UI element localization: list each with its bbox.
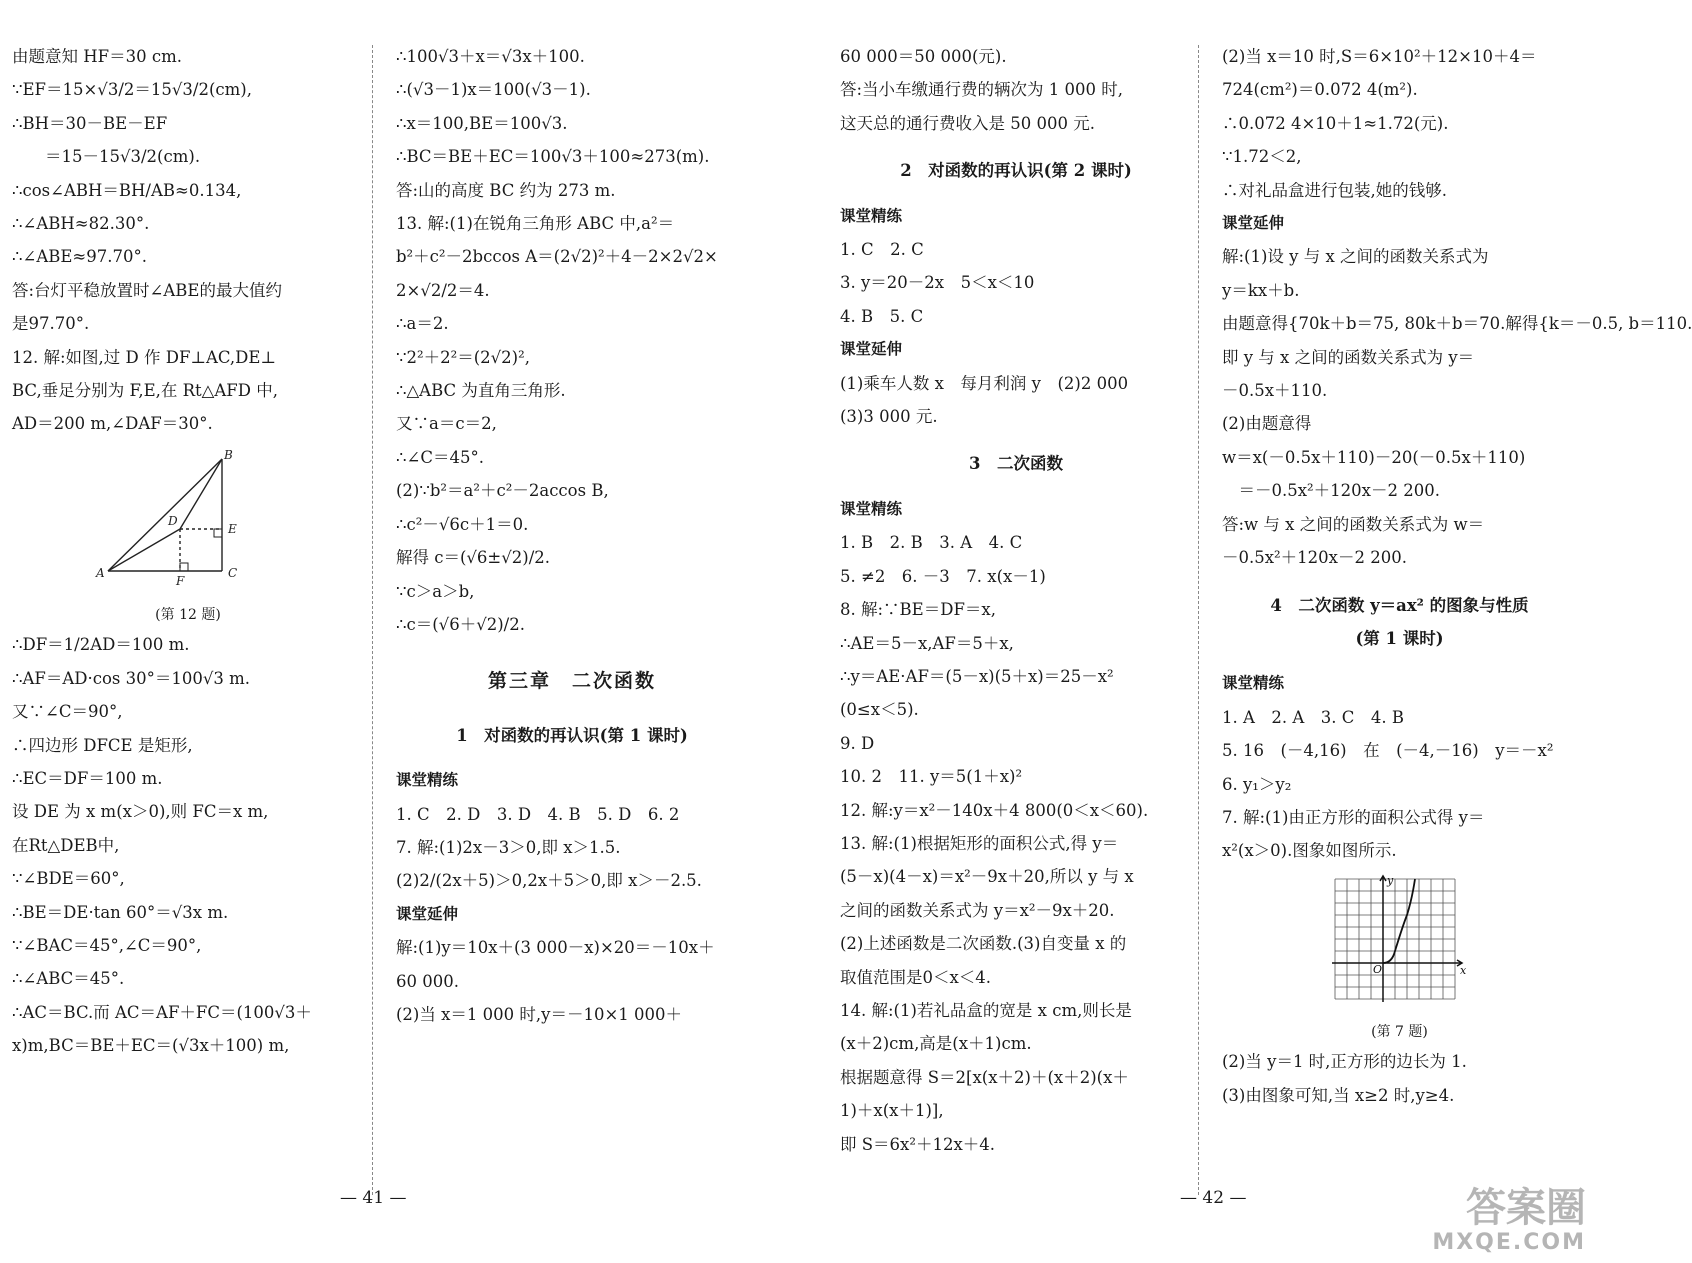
text-line: 7. 解:(1)2x－3＞0,即 x＞1.5. — [396, 837, 621, 857]
subsection-title: 课堂延伸 — [840, 340, 903, 359]
text-line: －0.5x＋110. — [1222, 381, 1328, 401]
label-d: D — [168, 513, 178, 528]
text-line: 这天总的通行费收入是 50 000 元. — [840, 113, 1095, 133]
text-line: 取值范围是0＜x＜4. — [840, 967, 992, 987]
text-line: ∴BE＝DE·tan 60°＝√3x m. — [12, 902, 229, 922]
text-line: 12. 解:如图,过 D 作 DF⊥AC,DE⊥ — [12, 347, 276, 367]
text-line: ∴0.072 4×10＋1≈1.72(元). — [1222, 113, 1449, 133]
text-line: 1. C 2. C — [840, 240, 924, 260]
column-divider-right — [1198, 45, 1199, 1195]
label-c: C — [228, 565, 238, 580]
text-line: ∴c²－√6c＋1＝0. — [396, 514, 529, 534]
text-line: 即 S＝6x²＋12x＋4. — [840, 1134, 996, 1154]
text-line: AD＝200 m,∠DAF＝30°. — [12, 414, 213, 434]
section-title: 2 对函数的再认识(第 2 课时) — [900, 161, 1132, 181]
label-origin: O — [1372, 962, 1382, 976]
text-line: ∴EC＝DF＝100 m. — [12, 768, 163, 788]
text-line: 3. y＝20－2x 5＜x＜10 — [840, 273, 1035, 293]
text-line: ∴(√3－1)x＝100(√3－1). — [396, 80, 591, 100]
text-line: (2)当 x＝10 时,S＝6×10²＋12×10＋4＝ — [1222, 47, 1537, 66]
text-line: ∴∠ABC＝45°. — [12, 969, 125, 989]
section-title: 3 二次函数 — [969, 454, 1063, 474]
text-line: (3)3 000 元. — [840, 407, 938, 427]
section-subtitle: (第 1 课时) — [1355, 628, 1444, 648]
text-line: －0.5x²＋120x－2 200. — [1222, 548, 1407, 568]
text-line: 14. 解:(1)若礼品盒的宽是 x cm,则长是 — [840, 1000, 1132, 1020]
text-line: ∴BH＝30－BE－EF — [12, 113, 168, 133]
text-line: 由题意得{70k＋b＝75, 80k＋b＝70.解得{k＝－0.5, b＝110. — [1222, 314, 1692, 334]
text-line: x²(x＞0).图象如图所示. — [1222, 841, 1397, 861]
text-line: 13. 解:(1)根据矩形的面积公式,得 y＝ — [840, 833, 1119, 853]
text-line: ∵c＞a＞b, — [396, 581, 475, 601]
text-line: BC,垂足分别为 F,E,在 Rt△AFD 中, — [12, 381, 278, 401]
text-line: 60 000. — [396, 971, 459, 991]
watermark-text: 答案圈 — [1466, 1185, 1586, 1231]
text-line: (1)乘车人数 x 每月利润 y (2)2 000 — [840, 373, 1129, 393]
text-line: ∴a＝2. — [396, 314, 449, 334]
text-line: 根据题意得 S＝2[x(x＋2)＋(x＋2)(x＋ — [840, 1067, 1129, 1087]
chapter-title: 第三章 二次函数 — [487, 670, 656, 693]
text-line: 9. D — [840, 733, 875, 753]
text-line: 即 y 与 x 之间的函数关系式为 y＝ — [1222, 347, 1475, 367]
text-line: b²＋c²－2bccos A＝(2√2)²＋4－2×2√2× — [396, 247, 718, 267]
text-line: 7. 解:(1)由正方形的面积公式得 y＝ — [1222, 807, 1485, 827]
subsection-title: 课堂延伸 — [396, 904, 459, 923]
text-line: x)m,BC＝BE＋EC＝(√3x＋100) m, — [12, 1036, 290, 1056]
text-line: ∴∠ABE≈97.70°. — [12, 247, 147, 267]
text-line: 解得 c＝(√6±√2)/2. — [396, 548, 551, 568]
subsection-title: 课堂精练 — [840, 499, 903, 518]
figure-problem-7 — [1222, 874, 1577, 1015]
text-line: 1. B 2. B 3. A 4. C — [840, 533, 1023, 553]
text-line: ∴AF＝AD·cos 30°＝100√3 m. — [12, 668, 251, 688]
text-line: 又∵a＝c＝2, — [396, 414, 497, 434]
text-line: ∴x＝100,BE＝100√3. — [396, 113, 568, 133]
label-x-axis: x — [1459, 963, 1466, 977]
text-line: (2)2/(2x＋5)＞0,2x＋5＞0,即 x＞－2.5. — [396, 871, 702, 891]
subsection-title: 课堂延伸 — [1222, 214, 1285, 233]
figure-caption: (第 7 题) — [1371, 1024, 1428, 1041]
section-title: 4 二次函数 y＝ax² 的图象与性质 — [1270, 595, 1529, 615]
text-line: (2)当 x＝1 000 时,y＝－10×1 000＋ — [396, 1004, 683, 1024]
figure-problem-12 — [12, 447, 364, 598]
text-line: 4. B 5. C — [840, 306, 924, 326]
text-line: (2)∵b²＝a²＋c²－2accos B, — [396, 481, 609, 501]
text-line: ∴DF＝1/2AD＝100 m. — [12, 635, 190, 655]
text-line: ＝15－15√3/2(cm). — [12, 147, 201, 167]
text-line: (5－x)(4－x)＝x²－9x＋20,所以 y 与 x — [840, 867, 1134, 887]
text-line: 6. y₁＞y₂ — [1222, 774, 1292, 794]
text-line: 2×√2/2＝4. — [396, 280, 490, 300]
subsection-title: 课堂精练 — [396, 771, 459, 790]
subsection-title: 课堂精练 — [840, 206, 903, 225]
text-line: ∵2²＋2²＝(2√2)², — [396, 347, 530, 367]
column-divider-left — [372, 45, 373, 1195]
text-line: ∵∠BAC＝45°,∠C＝90°, — [12, 935, 202, 955]
text-line: ∴BC＝BE＋EC＝100√3＋100≈273(m). — [396, 147, 710, 167]
figure-caption: (第 12 题) — [155, 607, 221, 624]
parabola-graph — [1330, 874, 1470, 1004]
page42-column-right — [1222, 40, 1692, 1210]
text-line: 1)＋x(x＋1)], — [840, 1101, 944, 1121]
label-e: E — [228, 521, 237, 536]
text-line: 解:(1)设 y 与 x 之间的函数关系式为 — [1222, 247, 1489, 267]
text-line: ∴100√3＋x＝√3x＋100. — [396, 47, 585, 66]
page-number-right: — 42 — — [1180, 1188, 1247, 1208]
text-line: 1. C 2. D 3. D 4. B 5. D 6. 2 — [396, 804, 680, 824]
text-line: (2)上述函数是二次函数.(3)自变量 x 的 — [840, 934, 1127, 954]
text-line: 13. 解:(1)在锐角三角形 ABC 中,a²＝ — [396, 214, 675, 234]
text-line: (2)由题意得 — [1222, 414, 1312, 434]
text-line: 由题意知 HF＝30 cm. — [12, 47, 182, 66]
text-line: ∴对礼品盒进行包装,她的钱够. — [1222, 180, 1447, 200]
page41-column-right — [396, 40, 748, 1210]
text-line: 10. 2 11. y＝5(1＋x)² — [840, 767, 1023, 787]
text-line: (x＋2)cm,高是(x＋1)cm. — [840, 1034, 1032, 1054]
text-line: w＝x(－0.5x＋110)－20(－0.5x＋110) — [1222, 447, 1526, 467]
text-line: ∴AC＝BC.而 AC＝AF＋FC＝(100√3＋ — [12, 1002, 312, 1022]
text-line: (2)当 y＝1 时,正方形的边长为 1. — [1222, 1052, 1467, 1072]
text-line: ＝－0.5x²＋120x－2 200. — [1222, 481, 1440, 501]
text-line: ∴∠C＝45°. — [396, 447, 484, 467]
text-line: 解:(1)y＝10x＋(3 000－x)×20＝－10x＋ — [396, 938, 715, 958]
watermark-url: MXQE.COM — [1432, 1230, 1586, 1255]
label-a: A — [96, 565, 105, 580]
text-line: 是97.70°. — [12, 314, 90, 334]
text-line: ∴△ABC 为直角三角形. — [396, 381, 566, 401]
text-line: 12. 解:y＝x²－140x＋4 800(0＜x＜60). — [840, 800, 1149, 820]
text-line: y＝kx＋b. — [1222, 280, 1300, 300]
text-line: (0≤x＜5). — [840, 700, 919, 720]
label-b: B — [224, 447, 233, 462]
text-line: 答:w 与 x 之间的函数关系式为 w＝ — [1222, 514, 1485, 534]
text-line: ∴∠ABH≈82.30°. — [12, 214, 150, 234]
text-line: 5. ≠2 6. －3 7. x(x－1) — [840, 566, 1046, 586]
page41-column-left — [12, 40, 364, 1210]
label-y-axis: y — [1386, 873, 1393, 887]
text-line: 答:台灯平稳放置时∠ABE的最大值约 — [12, 280, 282, 300]
text-line: 答:当小车缴通行费的辆次为 1 000 时, — [840, 80, 1124, 100]
text-line: ∵1.72＜2, — [1222, 147, 1302, 167]
text-line: ∵EF＝15×√3/2＝15√3/2(cm), — [12, 80, 252, 100]
text-line: 1. A 2. A 3. C 4. B — [1222, 707, 1405, 727]
text-line: 724(cm²)＝0.072 4(m²). — [1222, 80, 1418, 100]
page42-column-left — [840, 40, 1192, 1210]
text-line: 设 DE 为 x m(x＞0),则 FC＝x m, — [12, 802, 269, 822]
text-line: 答:山的高度 BC 约为 273 m. — [396, 180, 616, 200]
text-line: (3)由图象可知,当 x≥2 时,y≥4. — [1222, 1085, 1455, 1105]
triangle-diagram — [88, 447, 288, 587]
text-line: 5. 16 (－4,16) 在 (－4,－16) y＝－x² — [1222, 741, 1554, 761]
section-title: 1 对函数的再认识(第 1 课时) — [456, 725, 688, 745]
text-line: 在Rt△DEB中, — [12, 835, 120, 855]
text-line: ∴AE＝5－x,AF＝5＋x, — [840, 633, 1014, 653]
subsection-title: 课堂精练 — [1222, 674, 1285, 693]
text-line: ∴c＝(√6＋√2)/2. — [396, 614, 525, 634]
text-line: 又∵∠C＝90°, — [12, 702, 123, 722]
text-line: ∵∠BDE＝60°, — [12, 869, 125, 889]
text-line: ∴四边形 DFCE 是矩形, — [12, 735, 193, 755]
watermark-logo — [1432, 1186, 1586, 1255]
text-line: ∴y＝AE·AF＝(5－x)(5＋x)＝25－x² — [840, 666, 1114, 686]
text-line: 8. 解:∵BE＝DF＝x, — [840, 600, 996, 620]
text-line: 60 000＝50 000(元). — [840, 47, 1007, 66]
page-number-left: — 41 — — [340, 1188, 407, 1208]
text-line: 之间的函数关系式为 y＝x²－9x＋20. — [840, 900, 1115, 920]
text-line: ∴cos∠ABH＝BH/AB≈0.134, — [12, 180, 242, 200]
label-f: F — [176, 573, 185, 588]
